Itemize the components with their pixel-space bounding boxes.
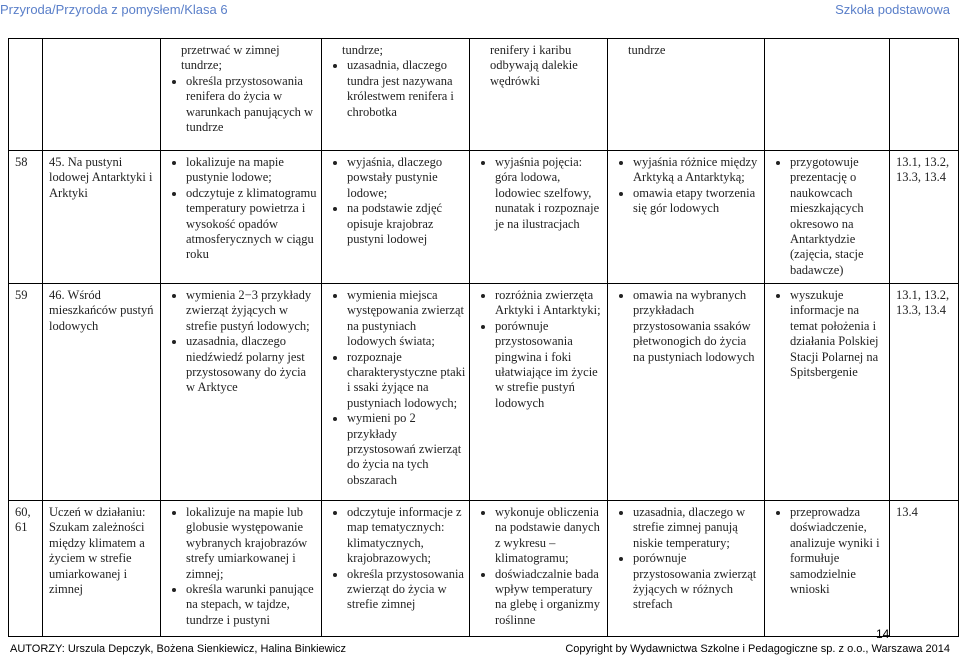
requirement-item: • rozpoznaje charakterystyczne ptaki i ssaki żyjące na pustyniach lodowych; — [347, 350, 466, 412]
continued-text: tundrze — [628, 43, 666, 57]
requirements-cell-level-3 — [470, 501, 608, 637]
page-number: 14 — [876, 627, 890, 641]
requirement-item: • wykonuje obliczenia na podstawie danych z wykresu – klimatogramu; — [495, 505, 604, 567]
curriculum-reference-cell: 13.1, 13.2, 13.3, 13.4 — [890, 151, 959, 284]
lesson-topic-cell: 45. Na pustyni lodowej Antarktyki i Arktyki — [43, 151, 161, 284]
requirement-item: • omawia na wybranych przykładach przystosowania ssaków płetwonogich do życia na pustyniach lodowych — [633, 288, 761, 365]
requirements-cell-level-2 — [322, 501, 470, 637]
table-row — [9, 39, 959, 151]
requirements-cell-level-3 — [470, 151, 608, 284]
continued-text: renifery i karibu odbywają dalekie wędrówki — [490, 43, 578, 88]
requirements-list — [327, 505, 466, 613]
lesson-number-cell: 59 — [9, 284, 43, 501]
requirements-list — [770, 288, 886, 380]
requirements-list — [475, 288, 604, 411]
curriculum-reference-cell: 13.1, 13.2, 13.3, 13.4 — [890, 284, 959, 501]
lesson-topic-cell: 46. Wśród mieszkańców pustyń lodowych — [43, 284, 161, 501]
requirement-item: • wyjaśnia pojęcia: góra lodowa, lodowiec szelfowy, nunatak i rozpoznaje je na ilustracjach — [495, 155, 604, 232]
requirements-cell-level-5 — [765, 151, 890, 284]
lesson-number-cell: 60, 61 — [9, 501, 43, 637]
requirements-list — [613, 155, 761, 217]
table-row — [9, 151, 959, 284]
requirements-list — [327, 155, 466, 247]
requirement-item: • lokalizuje na mapie lub globusie występowanie wybranych krajobrazów strefy umiarkowanej i zimnej; — [186, 505, 318, 582]
requirement-item: • wyszukuje informacje na temat położenia i działania Polskiej Stacji Polarnej na Spitsbergenie — [790, 288, 886, 380]
lesson-topic-cell — [43, 39, 161, 151]
requirement-item: • przeprowadza doświadczenie, analizuje wyniki i formułuje samodzielnie wnioski — [790, 505, 886, 597]
requirements-cell-level-4 — [608, 284, 765, 501]
curriculum-reference-cell — [890, 39, 959, 151]
requirement-item: • uzasadnia, dlaczego tundra jest nazywana królestwem renifera i chrobotka — [347, 58, 466, 120]
requirements-list — [166, 74, 318, 136]
requirement-item: • porównuje przystosowania pingwina i foki ułatwiające im życie w strefie pustyń lodowych — [495, 319, 604, 411]
requirement-item: • odczytuje informacje z map tematycznych: klimatycznych, krajobrazowych; — [347, 505, 466, 567]
table-row — [9, 284, 959, 501]
lesson-number-cell: 58 — [9, 151, 43, 284]
requirements-cell-level-5 — [765, 39, 890, 151]
requirement-item: • odczytuje z klimatogramu temperatury powietrza i wysokość opadów atmosferycznych w ciągu roku — [186, 186, 318, 263]
requirement-item: • wymieni po 2 przykłady przystosowań zwierząt do życia na tych obszarach — [347, 411, 466, 488]
requirements-list — [613, 288, 761, 365]
requirements-cell-level-4 — [608, 39, 765, 151]
requirements-list — [327, 58, 466, 120]
continued-text: przetrwać w zimnej tundrze; — [181, 43, 280, 73]
requirement-item: • przygotowuje prezentację o naukowcach mieszkających okresowo na Antarktydzie (zajęcia, stacje badawcze) — [790, 155, 886, 278]
requirement-item: • określa przystosowania renifera do życia w warunkach panujących w tundrze — [186, 74, 318, 136]
page-footer — [10, 643, 950, 657]
requirement-item: • doświadczalnie bada wpływ temperatury na glebę i organizmy roślinne — [495, 567, 604, 629]
requirement-item: • określa warunki panujące na stepach, w tajdze, tundrze i pustyni — [186, 582, 318, 628]
requirements-cell-level-1 — [161, 501, 322, 637]
continued-text: tundrze; — [342, 43, 383, 57]
lesson-topic-cell: Uczeń w działaniu: Szukam zależności między klimatem a życiem w strefie umiarkowanej i zimnej — [43, 501, 161, 637]
lesson-number-cell — [9, 39, 43, 151]
requirement-item: • rozróżnia zwierzęta Arktyki i Antarktyki; — [495, 288, 604, 319]
requirements-list — [327, 288, 466, 488]
requirements-cell-level-1 — [161, 39, 322, 151]
requirement-item: • porównuje przystosowania zwierząt żyjących w różnych strefach — [633, 551, 761, 613]
table-row — [9, 501, 959, 637]
requirements-cell-level-5 — [765, 284, 890, 501]
requirement-item: • uzasadnia, dlaczego niedźwiedź polarny jest przystosowany do życia w Arktyce — [186, 334, 318, 396]
footer-copyright: Copyright by Wydawnictwa Szkolne i Pedagogiczne sp. z o.o., Warszawa 2014 — [565, 643, 950, 655]
requirement-item: • wyjaśnia, dlaczego powstały pustynie lodowe; — [347, 155, 466, 201]
requirement-item: • na podstawie zdjęć opisuje krajobraz pustyni lodowej — [347, 201, 466, 247]
header-breadcrumb: Przyroda/Przyroda z pomysłem/Klasa 6 — [0, 2, 228, 17]
requirements-list — [166, 155, 318, 263]
page-header — [0, 2, 960, 22]
requirements-list — [613, 505, 761, 613]
requirement-item: • wymienia 2−3 przykłady zwierząt żyjących w strefie pustyń lodowych; — [186, 288, 318, 334]
requirements-list — [475, 505, 604, 628]
requirements-cell-level-4 — [608, 501, 765, 637]
requirements-list — [475, 155, 604, 232]
header-school-level: Szkoła podstawowa — [835, 2, 950, 17]
requirements-list — [166, 288, 318, 396]
requirements-cell-level-2 — [322, 284, 470, 501]
requirement-item: • wyjaśnia różnice między Arktyką a Antarktyką; — [633, 155, 761, 186]
requirement-item: • określa przystosowania zwierząt do życia w strefie zimnej — [347, 567, 466, 613]
requirements-cell-level-3 — [470, 284, 608, 501]
requirements-cell-level-5 — [765, 501, 890, 637]
requirements-cell-level-3 — [470, 39, 608, 151]
requirements-cell-level-2 — [322, 151, 470, 284]
requirement-item: • uzasadnia, dlaczego w strefie zimnej panują niskie temperatury; — [633, 505, 761, 551]
curriculum-table — [8, 38, 959, 637]
requirements-list — [770, 505, 886, 597]
requirements-cell-level-4 — [608, 151, 765, 284]
footer-authors: AUTORZY: Urszula Depczyk, Bożena Sienkiewicz, Halina Binkiewicz — [10, 643, 347, 655]
curriculum-reference-cell: 13.4 — [890, 501, 959, 637]
requirements-cell-level-2 — [322, 39, 470, 151]
requirements-list — [166, 505, 318, 628]
requirements-cell-level-1 — [161, 284, 322, 501]
requirement-item: • lokalizuje na mapie pustynie lodowe; — [186, 155, 318, 186]
requirements-list — [770, 155, 886, 278]
requirement-item: • omawia etapy tworzenia się gór lodowych — [633, 186, 761, 217]
requirement-item: • wymienia miejsca występowania zwierząt na pustyniach lodowych świata; — [347, 288, 466, 350]
requirements-cell-level-1 — [161, 151, 322, 284]
